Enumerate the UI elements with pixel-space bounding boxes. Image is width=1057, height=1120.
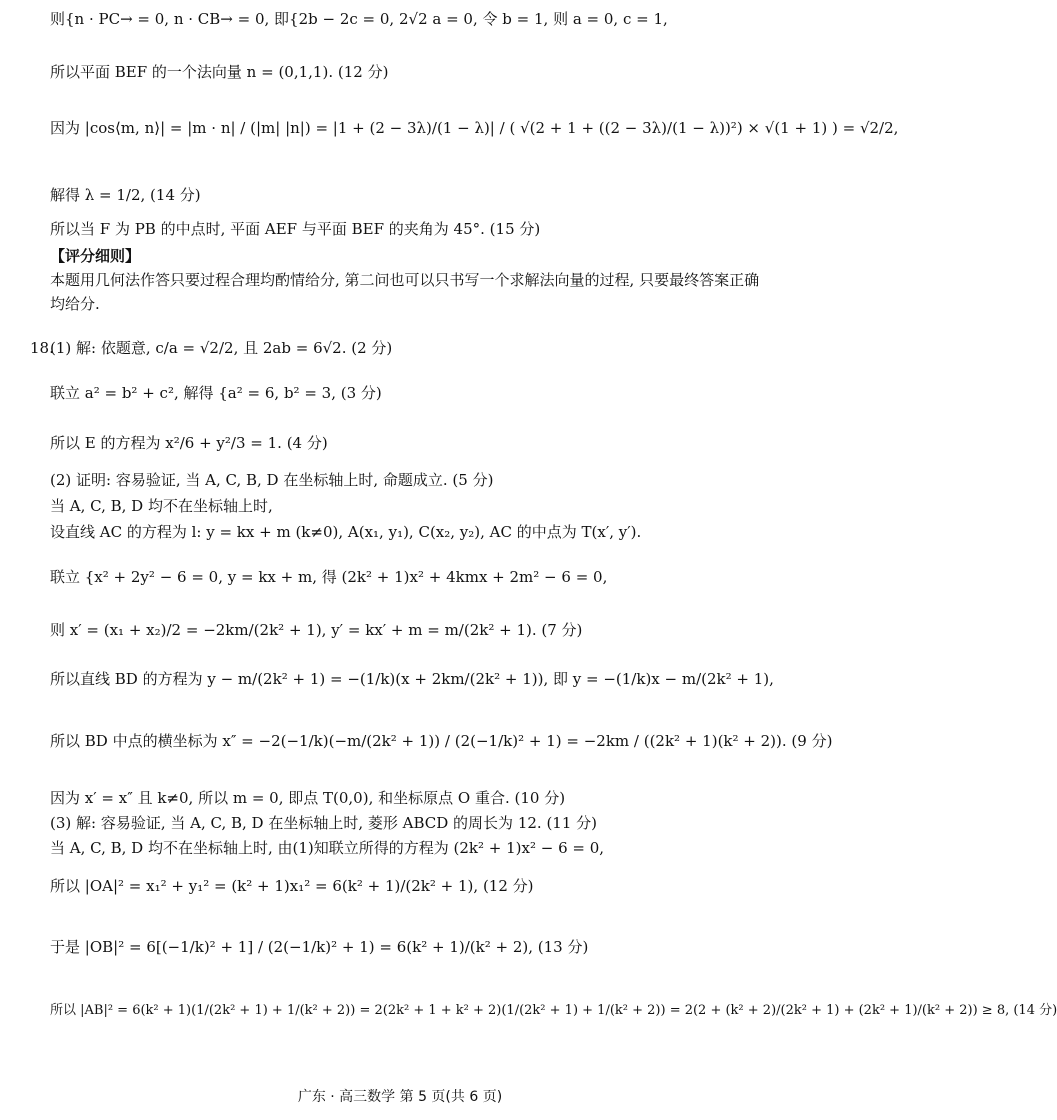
question-number: 18. [30, 339, 54, 357]
formula-line: 因为 |cos⟨m, n⟩| = |m · n| / (|m| |n|) = |1 + (2 − 3λ)/(1 − λ)| / ( √(2 + 1 + ((2 − 3λ)/(1 − λ))²) × √(1 + 1) ) = √2/2, [50, 119, 899, 137]
text-line: 所以 E 的方程为 x²/6 + y²/3 = 1. (4 分) [50, 434, 328, 452]
text-line: 设直线 AC 的方程为 l: y = kx + m (k≠0), A(x₁, y₁), C(x₂, y₂), AC 的中点为 T(x′, y′). [50, 523, 642, 541]
text-line: 解得 λ = 1/2, (14 分) [50, 186, 201, 204]
text-line: 则 x′ = (x₁ + x₂)/2 = −2km/(2k² + 1), y′ = kx′ + m = m/(2k² + 1). (7 分) [50, 621, 583, 639]
text-line: 因为 x′ = x″ 且 k≠0, 所以 m = 0, 即点 T(0,0), 和坐标原点 O 重合. (10 分) [50, 789, 566, 807]
text-line: 联立 {x² + 2y² − 6 = 0, y = kx + m, 得 (2k² + 1)x² + 4kmx + 2m² − 6 = 0, [50, 568, 608, 586]
text-line: 所以平面 BEF 的一个法向量 n = (0,1,1). (12 分) [50, 63, 389, 81]
page-footer: 广东 · 高三数学 第 5 页(共 6 页) [297, 1089, 503, 1105]
text-line: (1) 解: 依题意, c/a = √2/2, 且 2ab = 6√2. (2 分) [50, 339, 393, 357]
text-line: 联立 a² = b² + c², 解得 {a² = 6, b² = 3, (3 分) [50, 384, 382, 402]
section-heading: 【评分细则】 [50, 247, 141, 265]
text-line: 当 A, C, B, D 均不在坐标轴上时, [50, 497, 273, 515]
text-line: 所以当 F 为 PB 的中点时, 平面 AEF 与平面 BEF 的夹角为 45°. (15 分) [50, 220, 541, 238]
text-line: 则{n · PC→ = 0, n · CB→ = 0, 即{2b − 2c = 0, 2√2 a = 0, 令 b = 1, 则 a = 0, c = 1, [50, 10, 668, 28]
text-paragraph: 本题用几何法作答只要过程合理均酌情给分, 第二问也可以只书写一个求解法向量的过程, 只要最终答案正确均给分. [50, 271, 760, 313]
text-line: 所以直线 BD 的方程为 y − m/(2k² + 1) = −(1/k)(x + 2km/(2k² + 1)), 即 y = −(1/k)x − m/(2k² + 1), [50, 670, 774, 688]
text-line: (3) 解: 容易验证, 当 A, C, B, D 在坐标轴上时, 菱形 ABCD 的周长为 12. (11 分) [50, 814, 598, 832]
text-line: 当 A, C, B, D 均不在坐标轴上时, 由(1)知联立所得的方程为 (2k² + 1)x² − 6 = 0, [50, 839, 605, 857]
text-line: 所以 |AB|² = 6(k² + 1)(1/(2k² + 1) + 1/(k² + 2)) = 2(2k² + 1 + k² + 2)(1/(2k² + 1) + 1/(k² + 2)) = 2(2 + (k² + 2)/(2k² + 1) + (2k² + 1)/(k² + 2)) ≥ 8, (14 分) [50, 1003, 1057, 1018]
text-line: 于是 |OB|² = 6[(−1/k)² + 1] / (2(−1/k)² + 1) = 6(k² + 1)/(k² + 2), (13 分) [50, 938, 589, 956]
text-line: (2) 证明: 容易验证, 当 A, C, B, D 在坐标轴上时, 命题成立. (5 分) [50, 471, 494, 489]
text-line: 所以 BD 中点的横坐标为 x″ = −2(−1/k)(−m/(2k² + 1)) / (2(−1/k)² + 1) = −2km / ((2k² + 1)(k² + 2)). (9 分) [50, 732, 833, 750]
text-line: 所以 |OA|² = x₁² + y₁² = (k² + 1)x₁² = 6(k² + 1)/(2k² + 1), (12 分) [50, 877, 534, 895]
